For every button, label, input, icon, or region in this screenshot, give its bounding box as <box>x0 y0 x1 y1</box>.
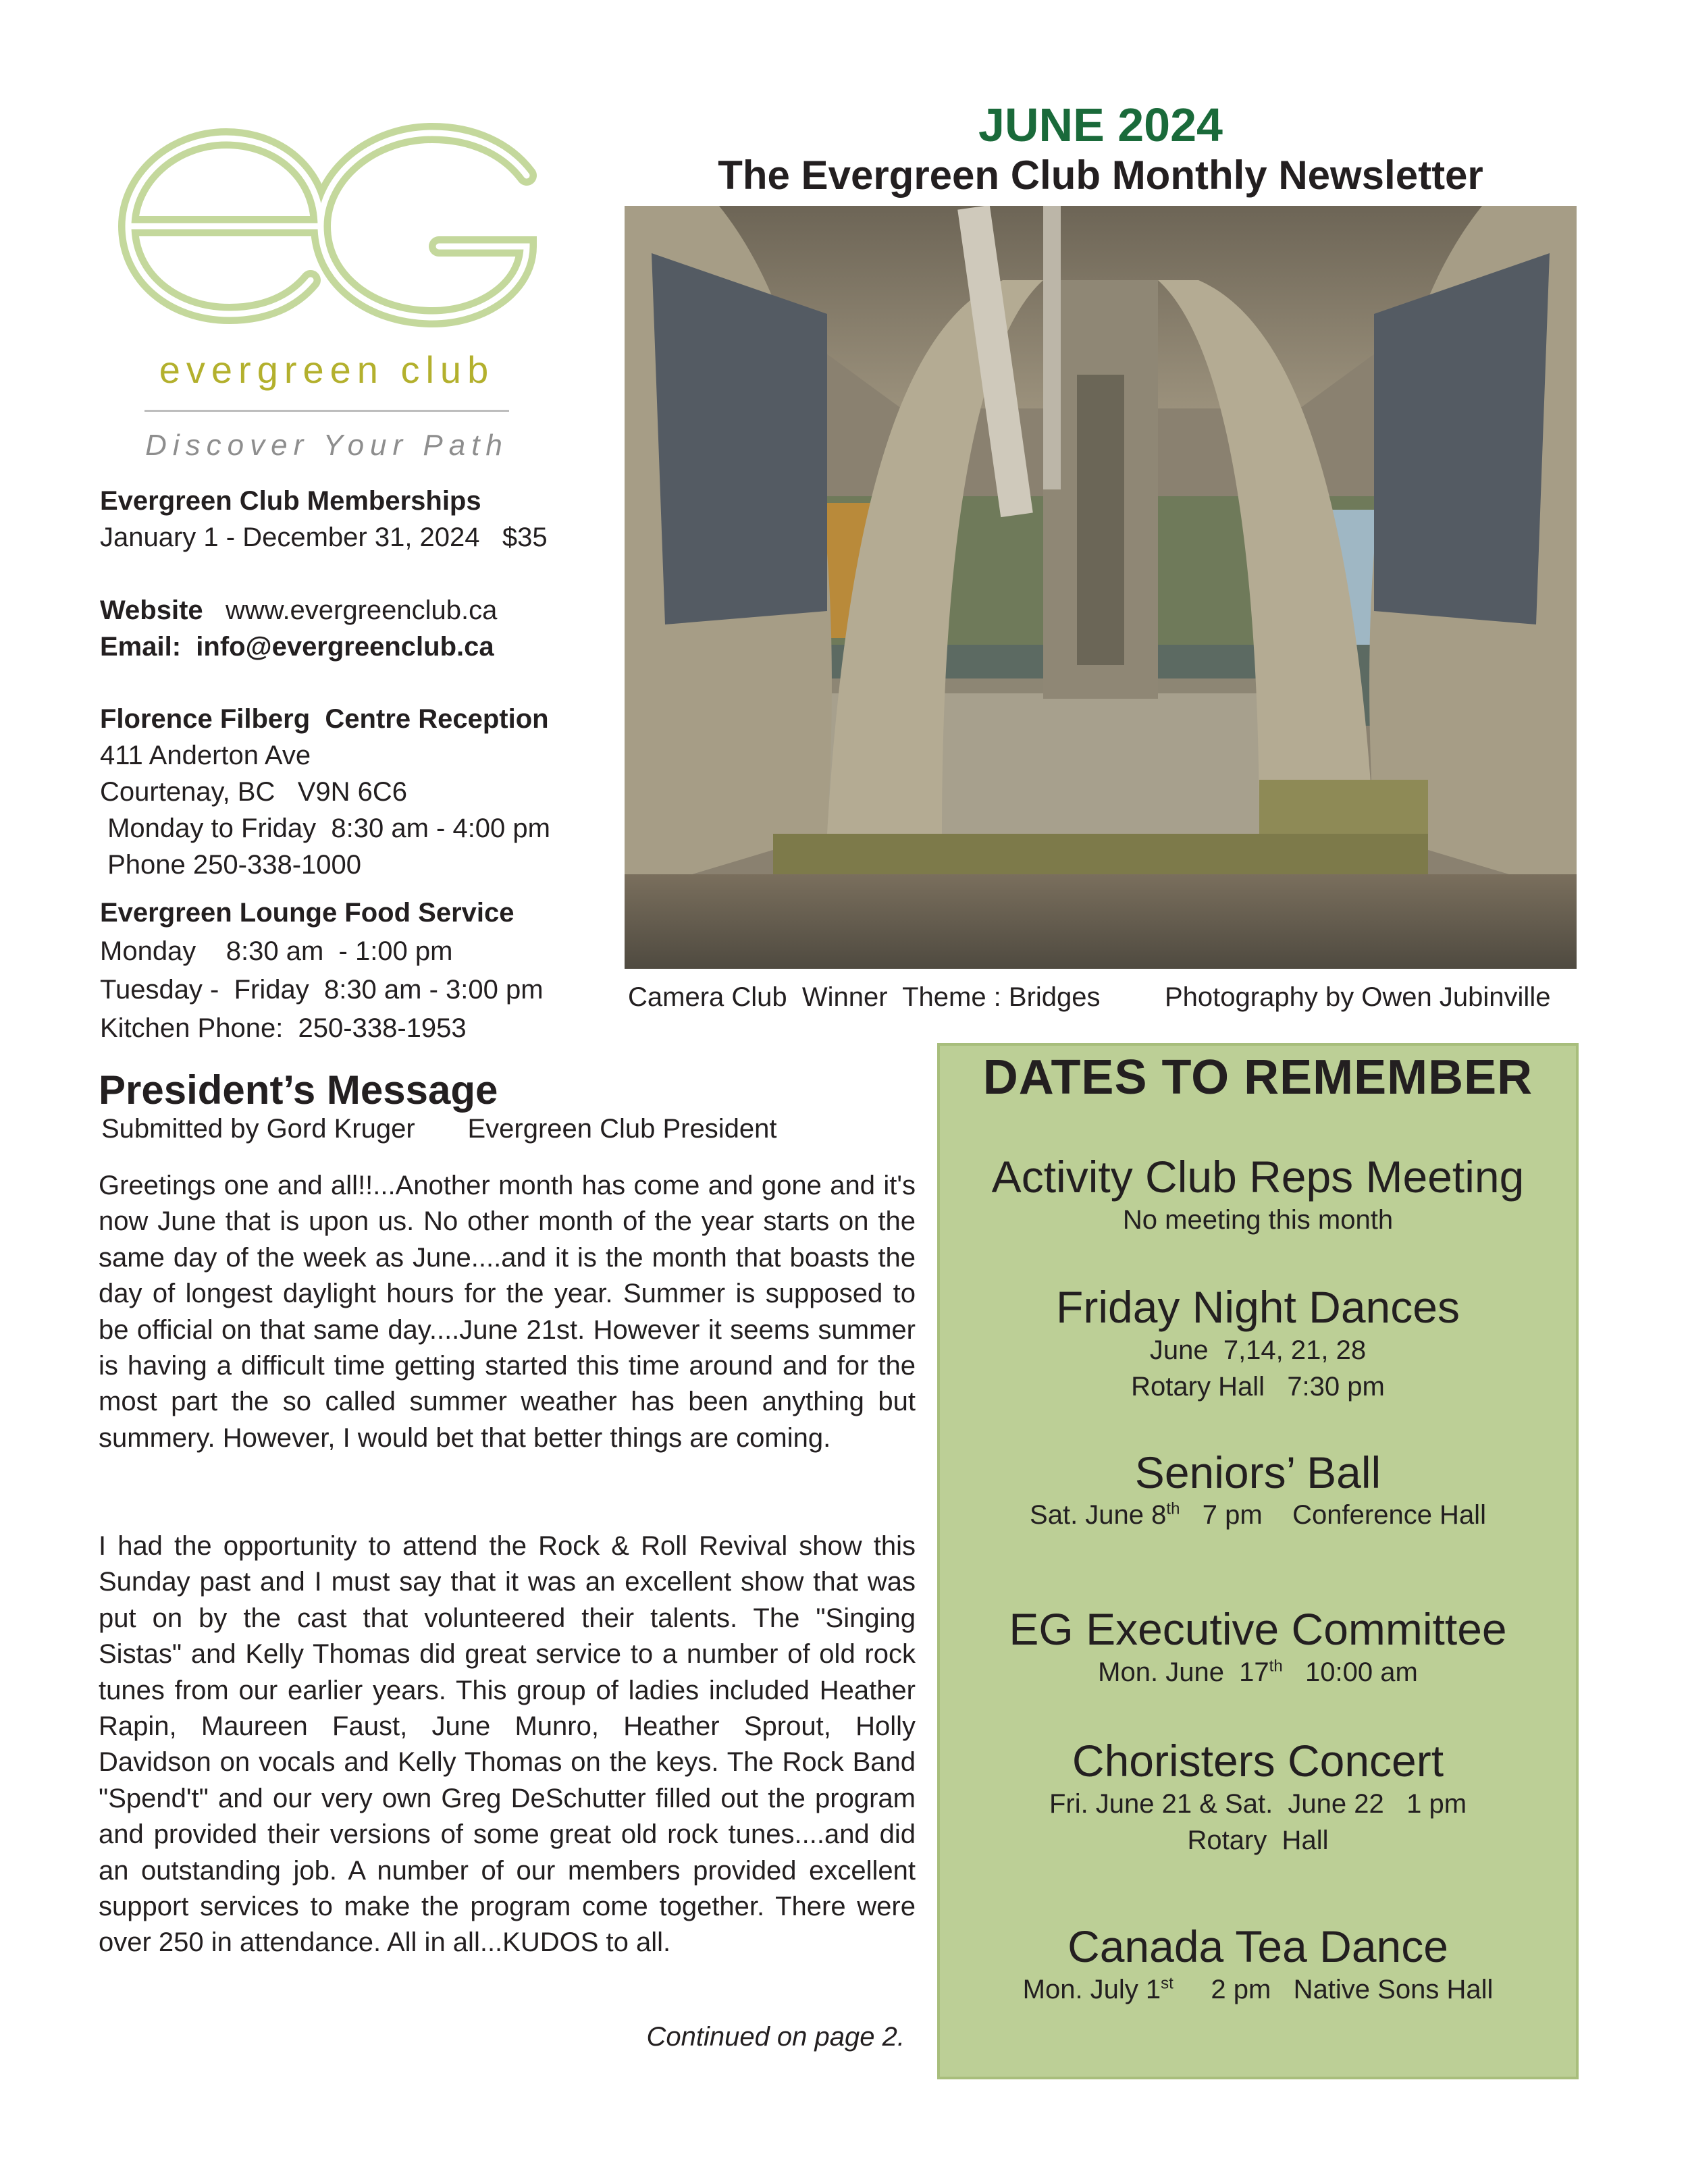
website-line <box>100 592 497 629</box>
event-title: Activity Club Reps Meeting <box>991 1152 1525 1202</box>
presidents-message-byline: Submitted by Gord Kruger Evergreen Club President <box>101 1114 777 1144</box>
photo-caption-theme: Camera Club Winner Theme : Bridges <box>628 982 1101 1012</box>
food-hours-tue-fri: Tuesday - Friday 8:30 am - 3:00 pm <box>100 975 544 1005</box>
continued-note: Continued on page 2. <box>646 2022 905 2052</box>
kitchen-phone: Kitchen Phone: 250-338-1953 <box>100 1013 467 1043</box>
address-line-1: 411 Anderton Ave <box>100 741 311 770</box>
issue-date: JUNE 2024 <box>978 99 1223 151</box>
presidents-message-heading: President’s Message <box>99 1067 498 1113</box>
reception-hours: Monday to Friday 8:30 am - 4:00 pm <box>100 814 550 843</box>
logo-divider <box>144 410 509 412</box>
event-detail: No meeting this month <box>1122 1205 1394 1235</box>
event-title: Canada Tea Dance <box>1067 1921 1448 1971</box>
membership-heading: Evergreen Club Memberships <box>100 486 481 516</box>
website-link[interactable]: www.evergreenclub.ca <box>225 595 498 625</box>
email-line[interactable]: Email: info@evergreenclub.ca <box>100 632 494 662</box>
reception-phone: Phone 250-338-1000 <box>100 850 361 880</box>
logo-wordmark: evergreen club <box>159 348 495 391</box>
reception-heading: Florence Filberg Centre Reception <box>100 704 549 734</box>
presidents-message-paragraph-1: Greetings one and all!!...Another month has come and gone and it's now June that is upon us. No other month of the year starts on the same day of the week as June....and it is the month that boasts the day of longest daylight hours for the year. Summer is supposed to be official on that same day....June 21st. However it seems summer is having a difficult time getting started this time around and for the most part the so called summer weather has been anything but summery. However, I would bet that better things are coming. <box>99 1171 916 1453</box>
event-detail: Rotary Hall 7:30 pm <box>1131 1372 1385 1402</box>
food-hours-monday: Monday 8:30 am - 1:00 pm <box>100 936 453 966</box>
event-title: Friday Night Dances <box>1056 1282 1460 1332</box>
event-detail: June 7,14, 21, 28 <box>1149 1335 1367 1365</box>
dates-to-remember-heading: DATES TO REMEMBER <box>982 1050 1533 1104</box>
event-detail: Mon. June 17th 10:00 am <box>1098 1657 1418 1687</box>
event-detail: Mon. July 1st 2 pm Native Sons Hall <box>1022 1974 1494 2004</box>
event-title: Choristers Concert <box>1072 1736 1444 1786</box>
event-detail: Fri. June 21 & Sat. June 22 1 pm <box>1049 1789 1467 1819</box>
website-label: Website <box>100 595 203 625</box>
photo-credit: Photography by Owen Jubinville <box>1165 982 1551 1012</box>
event-title: Seniors’ Ball <box>1134 1447 1381 1497</box>
newsletter-title: The Evergreen Club Monthly Newsletter <box>718 153 1483 198</box>
evergreen-club-logo <box>115 118 547 331</box>
address-line-2: Courtenay, BC V9N 6C6 <box>100 777 408 807</box>
logo-motto: Discover Your Path <box>145 429 508 462</box>
food-service-heading: Evergreen Lounge Food Service <box>100 898 515 928</box>
event-title: EG Executive Committee <box>1009 1604 1507 1654</box>
presidents-message-paragraph-2: I had the opportunity to attend the Rock & Roll Revival show this Sunday past and I must say that it was an excellent show that was put on by the cast that volunteered their talents. The "Singing Sistas" and Kelly Thomas did great service to a number of old rock tunes from our earlier years. This group of ladies included Heather Rapin, Maureen Faust, June Munro, Heather Sprout, Holly Davidson on vocals and Kelly Thomas on the keys. The Rock Band "Spend't" and our very own Greg DeSchutter filled out the program and provided their versions of some great old rock tunes....and did an outstanding job. A number of our members provided excellent support services to make the program come together. There were over 250 in attendance. All in all...KUDOS to all. <box>99 1531 916 1958</box>
event-detail: Sat. June 8th 7 pm Conference Hall <box>1030 1499 1486 1530</box>
event-detail: Rotary Hall <box>1187 1826 1329 1855</box>
membership-line: January 1 - December 31, 2024 $35 <box>100 523 548 552</box>
bridge-photo <box>625 206 1577 969</box>
